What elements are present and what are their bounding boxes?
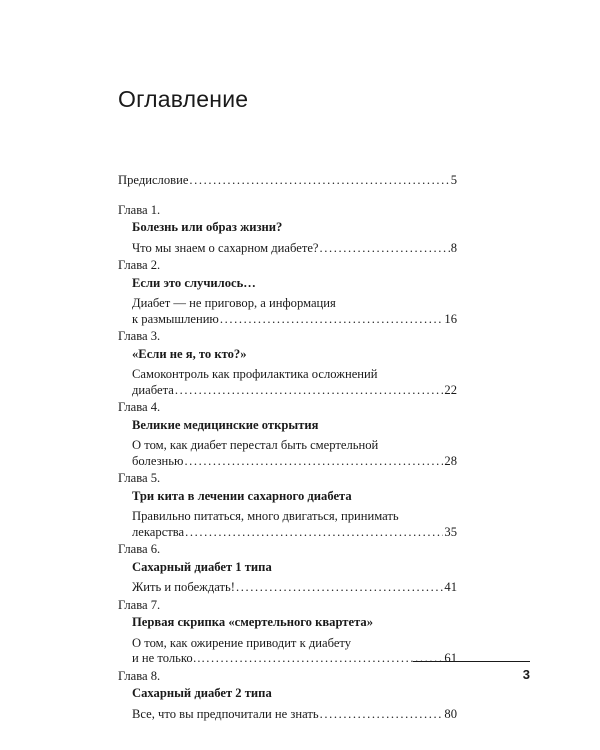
toc-chapter-8[interactable] [118, 669, 457, 723]
toc-chapter-7[interactable] [118, 598, 457, 667]
toc-chapter-4[interactable] [118, 400, 457, 469]
toc-chapter-6[interactable] [118, 542, 457, 596]
toc-page-number: 80 [444, 706, 457, 721]
chapter-label: Глава 3. [118, 329, 161, 343]
chapter-subtitle-line: О том, как ожирение приводит к диабету [132, 635, 352, 650]
dot-leader [189, 173, 449, 189]
chapter-subtitle-text: Все, что вы предпочитали не знать [132, 706, 319, 721]
chapter-subtitle-line: Самоконтроль как профилактика осложнений [132, 367, 378, 381]
toc-entry-title: Предисловие [118, 173, 189, 187]
chapter-title: «Если не я, то кто?» [132, 346, 247, 361]
chapter-label: Глава 6. [118, 542, 161, 556]
chapter-title: Первая скрипка «смертельного квартета» [132, 615, 374, 629]
chapter-subtitle [118, 438, 457, 469]
chapter-subtitle-text: и не только… [132, 651, 206, 665]
page-title: Оглавление [118, 86, 249, 112]
chapter-title: Великие медицинские открытия [132, 417, 319, 432]
chapter-subtitle [118, 636, 457, 667]
toc-chapter-5[interactable] [118, 471, 457, 540]
chapter-label: Глава 2. [118, 258, 161, 272]
toc-chapter-3[interactable] [118, 329, 457, 398]
chapter-title: Три кита в лечении сахарного диабета [132, 488, 352, 503]
chapter-label: Глава 1. [118, 202, 161, 217]
toc-page-number: 41 [444, 580, 457, 594]
dot-leader [185, 525, 443, 541]
chapter-label: Глава 5. [118, 471, 161, 485]
chapter-subtitle-line: Диабет — не приговор, а информация [132, 296, 336, 310]
chapter-label: Глава 7. [118, 597, 161, 612]
chapter-label: Глава 4. [118, 400, 161, 414]
chapter-subtitle-line: О том, как диабет перестал быть смертельной [132, 438, 379, 452]
chapter-subtitle [118, 241, 457, 257]
toc-page-number: 28 [444, 453, 457, 468]
toc-page-number: 22 [444, 382, 457, 397]
toc-page-number: 16 [444, 311, 457, 326]
chapter-subtitle [118, 367, 457, 398]
dot-leader [236, 580, 443, 596]
table-of-contents [118, 173, 457, 724]
chapter-subtitle-text: Жить и побеждать! [132, 580, 235, 594]
chapter-label: Глава 8. [118, 668, 161, 683]
toc-page-number: 61 [444, 651, 457, 665]
dot-leader [175, 383, 444, 399]
chapter-subtitle-line: Правильно питаться, много двигаться, принимать [132, 509, 399, 523]
toc-page-number: 8 [450, 240, 457, 255]
chapter-title: Сахарный диабет 2 типа [132, 686, 272, 700]
chapter-subtitle-text: к размышлению [132, 311, 219, 326]
toc-page-number: 35 [444, 524, 457, 539]
toc-chapter-1[interactable] [118, 203, 457, 257]
chapter-subtitle [118, 509, 457, 540]
toc-entry-preface[interactable] [118, 173, 457, 189]
chapter-title: Сахарный диабет 1 типа [132, 559, 272, 574]
dot-leader [320, 241, 450, 257]
chapter-subtitle-text: диабета [132, 382, 174, 397]
dot-leader [220, 312, 444, 328]
chapter-subtitle [118, 296, 457, 327]
chapter-subtitle-text: лекарства [132, 524, 185, 539]
toc-chapter-2[interactable] [118, 258, 457, 327]
chapter-title: Если это случилось… [132, 275, 256, 290]
chapter-title: Болезнь или образ жизни? [132, 220, 283, 234]
chapter-subtitle [118, 707, 457, 723]
toc-page-number: 5 [450, 173, 457, 187]
chapter-subtitle-text: болезнью [132, 453, 184, 468]
chapter-subtitle-text: Что мы знаем о сахарном диабете? [132, 240, 319, 255]
dot-leader [320, 707, 444, 723]
folio-page-number: 3 [522, 667, 530, 682]
dot-leader [206, 651, 443, 667]
footer-divider [413, 661, 530, 662]
dot-leader [184, 454, 443, 470]
chapter-subtitle [118, 580, 457, 596]
